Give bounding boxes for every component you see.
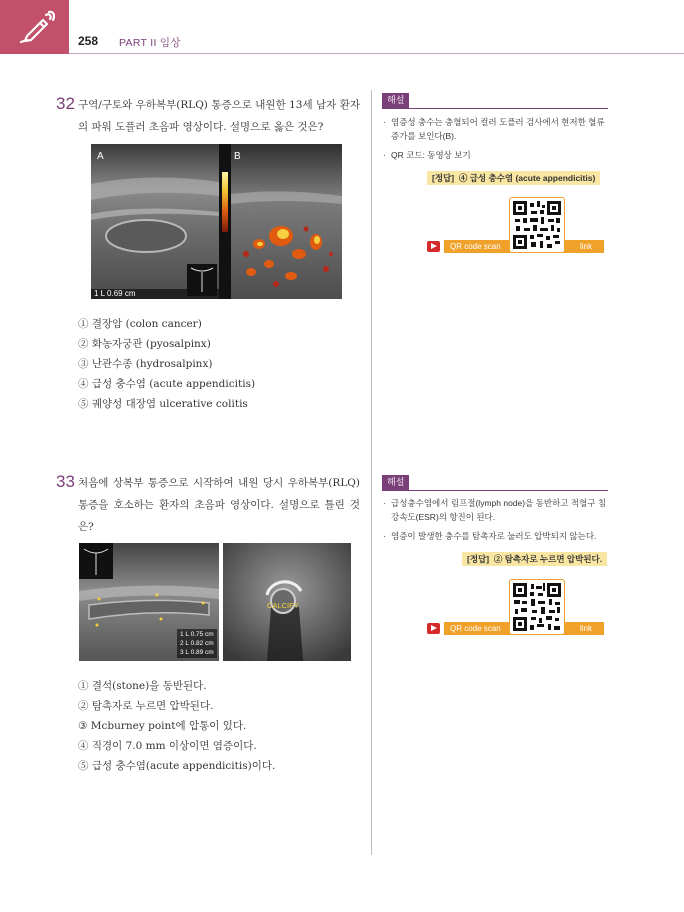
answer-33-prefix: [정답]	[467, 554, 490, 564]
answer-32	[427, 171, 600, 185]
measurement-2: 2 L 0.82 cm	[180, 640, 214, 647]
page-number: 258	[78, 34, 99, 48]
explanation-list-33	[382, 496, 610, 548]
pen-icon	[19, 10, 55, 44]
image-a-letter: A	[97, 151, 104, 162]
qr-scan-label-32: QR code scan	[450, 242, 501, 251]
doppler-color-scale	[219, 144, 231, 299]
option-33-3[interactable]: ③ Mcburney point에 압통이 있다.	[78, 720, 247, 732]
option-32-3[interactable]: ③ 난관수종 (hydrosalpinx)	[78, 358, 213, 370]
ultrasound-image-a	[91, 144, 219, 299]
option-32-4[interactable]: ④ 급성 충수염 (acute appendicitis)	[78, 378, 256, 390]
explanation-label-33: 해설	[382, 475, 409, 490]
answer-32-prefix: [정답]	[432, 173, 455, 183]
explanation-32-bullet-2: · QR 코드: 동영상 보기	[382, 148, 610, 162]
image-b-letter: B	[234, 151, 241, 162]
measurement-list	[177, 629, 217, 658]
header-rule	[69, 53, 684, 54]
explanation-32-bullet-1: · 염증성 충수는 충혈되어 컬러 도플러 검사에서 현저한 혈류 증가를 보인다(B).	[382, 115, 610, 143]
explanation-33-bullet-1: · 급성충수염에서 림프절(lymph node)을 동반하고 적혈구 침강속도(ESR)의 항진이 된다.	[382, 496, 610, 524]
answer-32-text: ④ 급성 충수염 (acute appendicitis)	[458, 173, 596, 183]
option-32-1[interactable]: ① 결장암 (colon cancer)	[78, 318, 202, 330]
explanation-rule-33	[382, 490, 608, 491]
part-label: PART II 임상	[119, 37, 181, 49]
option-32-2[interactable]: ② 화농자궁관 (pyosalpinx)	[78, 338, 211, 350]
ultrasound-image-c	[79, 543, 219, 661]
play-icon[interactable]	[427, 241, 440, 252]
qr-link-label-32[interactable]: link	[580, 242, 593, 251]
calcify-label: CALCIFY	[267, 601, 299, 610]
header-tab	[0, 0, 69, 54]
explanation-rule-32	[382, 108, 608, 109]
measurement-1: 1 L 0.75 cm	[180, 631, 214, 638]
option-33-4[interactable]: ④ 직경이 7.0 mm 이상이면 염증이다.	[78, 740, 257, 752]
question-number-32: 32	[56, 94, 75, 113]
column-divider	[371, 90, 372, 855]
play-icon[interactable]	[427, 623, 440, 634]
qr-scan-label-33: QR code scan	[450, 624, 501, 633]
question-text-33: 처음에 상복부 통증으로 시작하여 내원 당시 우하복부(RLQ) 통증을 호소하는 환자의 초음파 영상이다. 설명으로 틀린 것은?	[78, 477, 360, 533]
qr-code-33[interactable]	[509, 579, 565, 635]
options-32	[78, 314, 255, 414]
qr-code-32[interactable]	[509, 197, 565, 253]
question-text-32: 구역/구토와 우하복부(RLQ) 통증으로 내원한 13세 남자 환자의 파워 도플러 초음파 영상이다. 설명으로 옳은 것은?	[78, 99, 360, 133]
option-33-2[interactable]: ② 탐촉자로 누르면 압박된다.	[78, 700, 214, 712]
explanation-label-32: 해설	[382, 93, 409, 108]
question-number-33: 33	[56, 472, 75, 491]
option-32-5[interactable]: ⑤ 궤양성 대장염 ulcerative colitis	[78, 398, 248, 410]
image-a-scale: 1 L 0.69 cm	[94, 289, 136, 298]
ultrasound-image-b	[231, 144, 342, 299]
ultrasound-image-d	[223, 543, 351, 661]
option-33-1[interactable]: ① 결석(stone)을 동반된다.	[78, 680, 207, 692]
measurement-3: 3 L 0.89 cm	[180, 649, 214, 656]
qr-link-label-33[interactable]: link	[580, 624, 593, 633]
option-33-5[interactable]: ⑤ 급성 충수염(acute appendicitis)이다.	[78, 760, 276, 772]
answer-33-text: ② 탐촉자로 누르면 압박된다.	[493, 554, 603, 564]
answer-33	[462, 552, 607, 566]
explanation-list-32	[382, 115, 610, 167]
explanation-33-bullet-2: · 염증이 발생한 충수를 탐촉자로 눌러도 압박되지 않는다.	[382, 529, 610, 543]
options-33	[78, 676, 275, 776]
